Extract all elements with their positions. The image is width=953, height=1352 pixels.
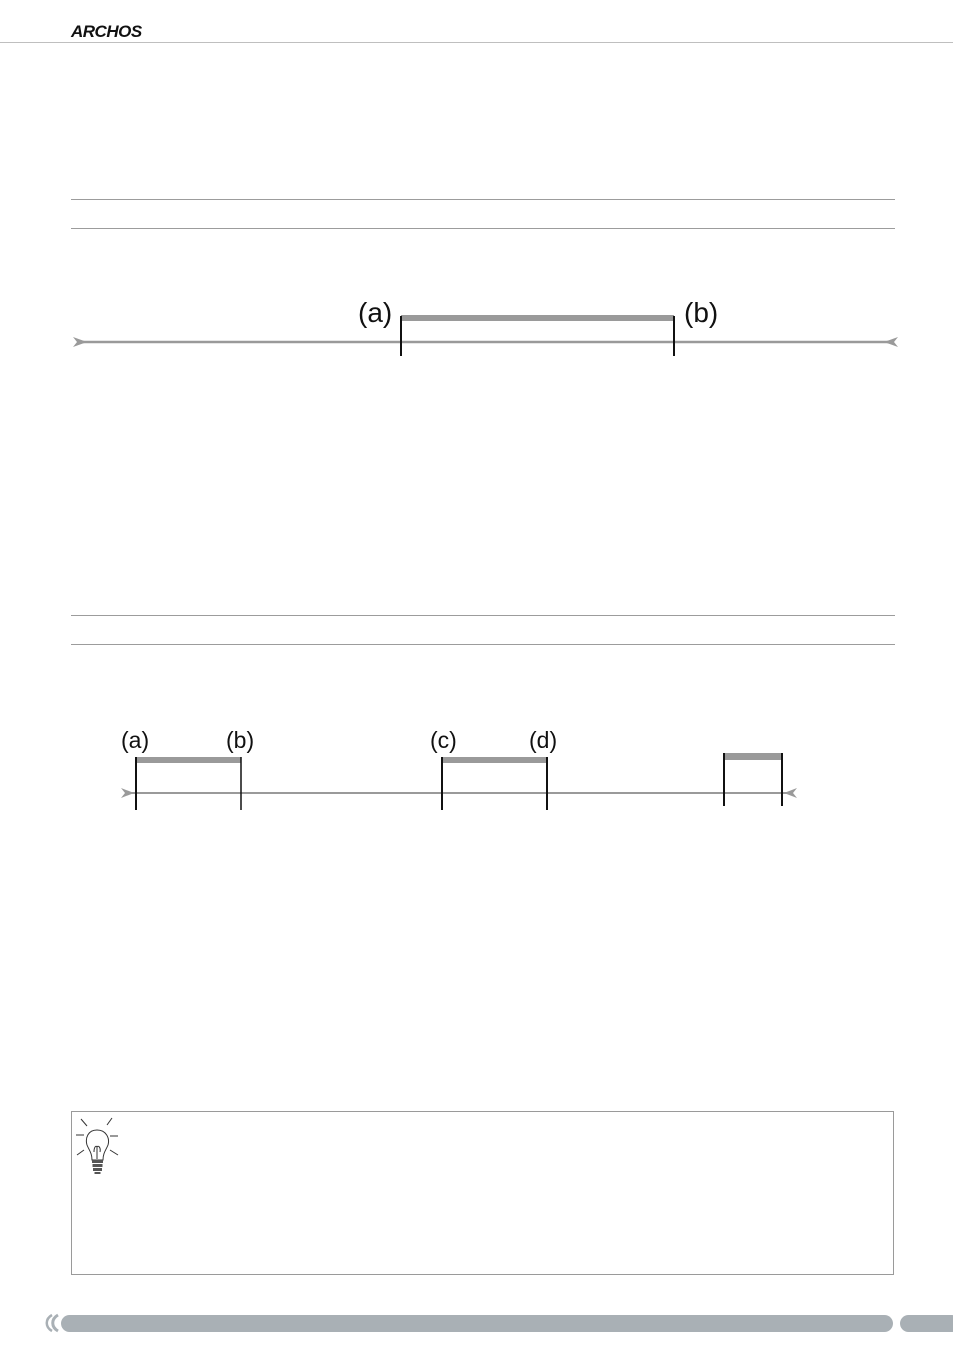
- segment-2-bar: [442, 757, 547, 763]
- footer-main-bar: [61, 1315, 893, 1332]
- timeline-2-end-arrow: [784, 788, 797, 798]
- label-b: (b): [684, 297, 719, 328]
- multi-segment-diagram: [0, 720, 953, 815]
- segment-2-label-d: (d): [529, 727, 558, 753]
- footer-page-tab: [900, 1315, 953, 1332]
- section-rule-bottom-2: [71, 644, 895, 645]
- brand-logo: ARCHOS: [71, 22, 142, 41]
- segment-1-label-a: (a): [121, 727, 150, 753]
- timeline-end-arrow: [884, 337, 898, 347]
- header-divider: [0, 42, 953, 43]
- tip-box: [71, 1111, 894, 1275]
- section-rule-bottom: [71, 228, 895, 229]
- lightbulb-icon: [74, 1115, 122, 1177]
- footer-bar: [0, 1312, 953, 1334]
- segment-1-label-b: (b): [226, 727, 255, 753]
- timeline-2-start-arrow: [121, 788, 134, 798]
- segment-3-bar: [724, 753, 782, 760]
- segment-1-bar: [136, 757, 241, 763]
- ab-repeat-diagram: [0, 290, 953, 360]
- footer-decor-arc-1: [47, 1315, 52, 1331]
- section-rule-top: [71, 199, 895, 200]
- section-rule-top-2: [71, 615, 895, 616]
- segment-2-label-c: (c): [430, 727, 457, 753]
- label-a: (a): [358, 297, 393, 328]
- footer-decor-arc-2: [53, 1315, 58, 1331]
- timeline-start-arrow: [73, 337, 87, 347]
- repeat-segment-bar: [401, 315, 674, 321]
